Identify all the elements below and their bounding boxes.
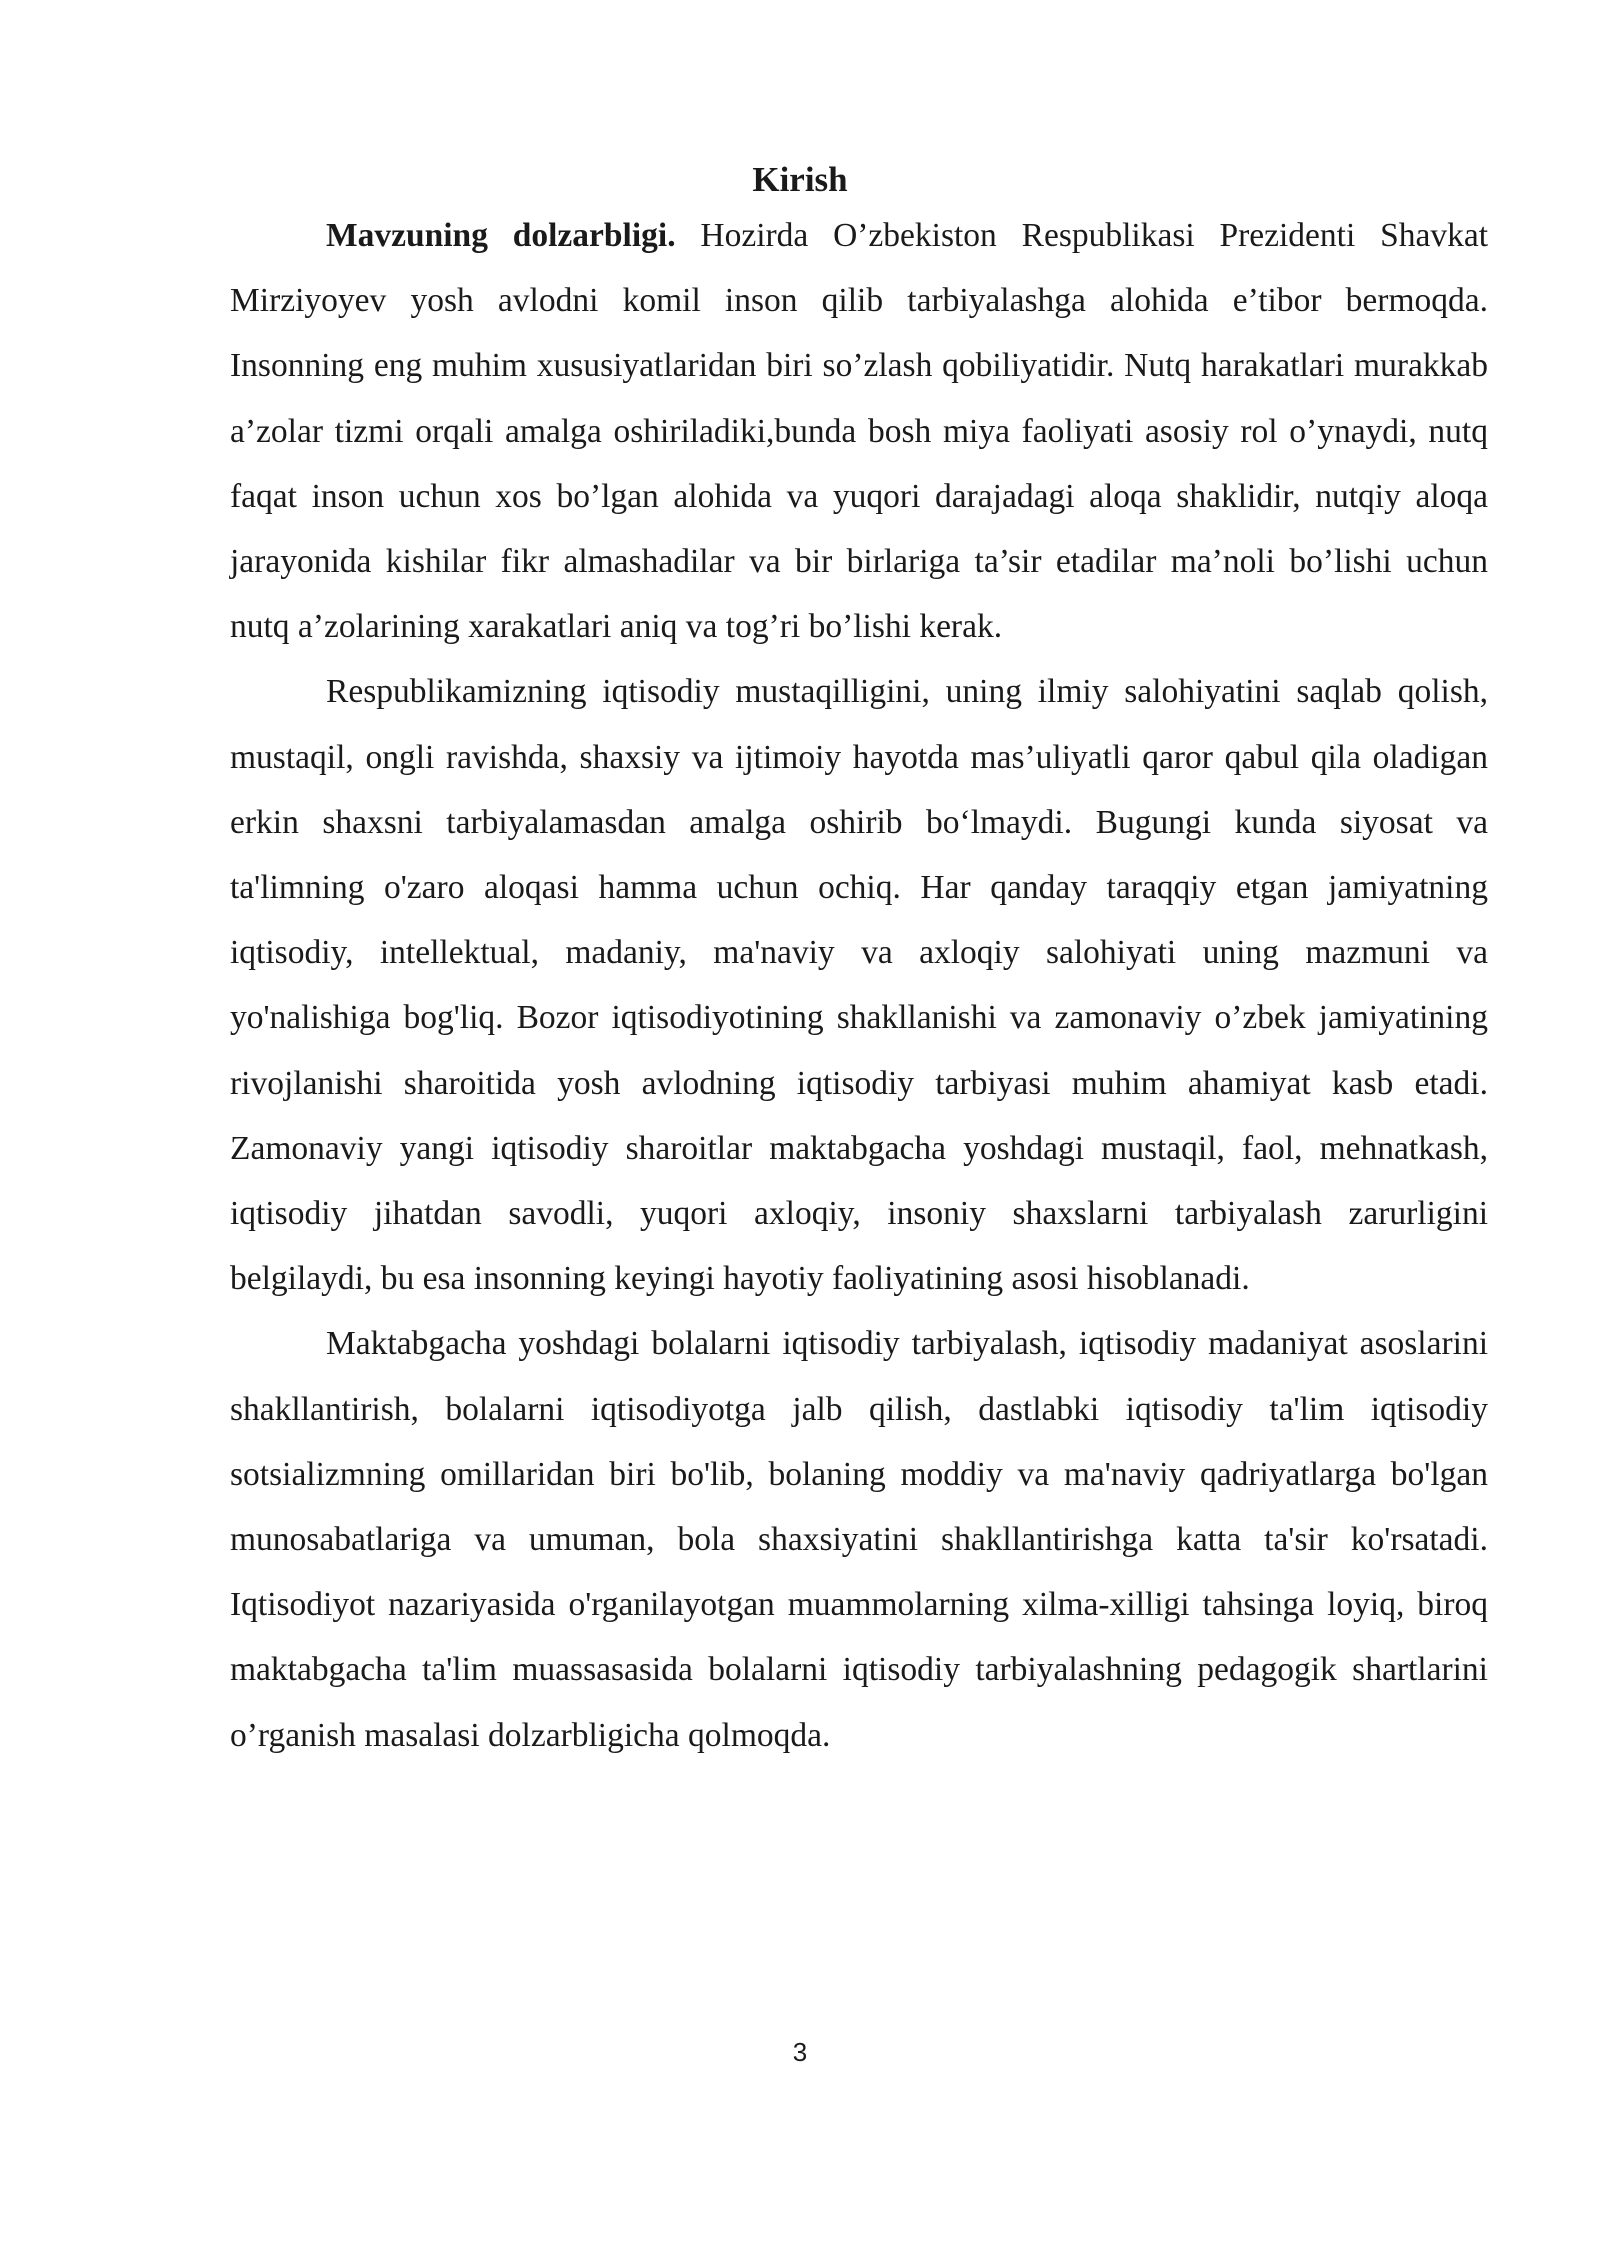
paragraph-lead: Mavzuning dolzarbligi. xyxy=(326,217,676,254)
paragraph-preschool-education: Maktabgacha yoshdagi bolalarni iqtisodiy tarbiyalash, iqtisodiy madaniyat asoslarini shakllantirish, bolalarni iqtisodiyotga jalb qilish, dastlabki iqtisodiy ta'lim iqtisodiy sotsializmning omillaridan biri bo'lib, bolaning moddiy va ma'naviy qadriyatlarga bo'lgan munosabatlariga va umuman, bola shaxsiyatini shakllantirishga katta ta'sir ko'rsatadi. Iqtisodiyot nazariyasida o'rganilayotgan muammolarning xilma-xilligi tahsinga loyiq, biroq maktabgacha ta'lim muassasasida bolalarni iqtisodiy tarbiyalashning pedagogik shartlarini o’rganish masalasi dolzarbligicha qolmoqda. xyxy=(230,1325,1488,1754)
page-number: 3 xyxy=(792,2037,808,2067)
page-title: Kirish xyxy=(752,160,848,199)
paragraph-relevance xyxy=(230,203,1488,659)
body-text xyxy=(230,203,1488,1768)
paragraph-economic-independence: Respublikamizning iqtisodiy mustaqilligini, uning ilmiy salohiyatini saqlab qolish, mustaqil, ongli ravishda, shaxsiy va ijtimoiy hayotda mas’uliyatli qaror qabul qila oladigan erkin shaxsni tarbiyalamasdan amalga oshirib bo‘lmaydi. Bugungi kunda siyosat va ta'limning o'zaro aloqasi hamma uchun ochiq. Har qanday taraqqiy etgan jamiyatning iqtisodiy, intellektual, madaniy, ma'naviy va axloqiy salohiyati uning mazmuni va yo'nalishiga bog'liq. Bozor iqtisodiyotining shakllanishi va zamonaviy o’zbek jamiyatining rivojlanishi sharoitida yosh avlodning iqtisodiy tarbiyasi muhim ahamiyat kasb etadi. Zamonaviy yangi iqtisodiy sharoitlar maktabgacha yoshdagi mustaqil, faol, mehnatkash, iqtisodiy jihatdan savodli, yuqori axloqiy, insoniy shaxslarni tarbiyalash zarurligini belgilaydi, bu esa insonning keyingi hayotiy faoliyatining asosi hisoblanadi. xyxy=(230,673,1488,1298)
paragraph-text: Hozirda O’zbekiston Respublikasi Prezidenti Shavkat Mirziyoyev yosh avlodni komil inson qilib tarbiyalashga alohida e’tibor bermoqda. Insonning eng muhim xususiyatlaridan biri so’zlash qobiliyatidir. Nutq harakatlari murakkab a’zolar tizmi orqali amalga oshiriladiki,bunda bosh miya faoliyati asosiy rol o’ynaydi, nutq faqat inson uchun xos bo’lgan alohida va yuqori darajadagi aloqa shaklidir, nutqiy aloqa jarayonida kishilar fikr almashadilar va bir birlariga ta’sir etadilar ma’noli bo’lishi uchun nutq a’zolarining xarakatlari aniq va tog’ri bo’lishi kerak. xyxy=(230,217,1489,646)
